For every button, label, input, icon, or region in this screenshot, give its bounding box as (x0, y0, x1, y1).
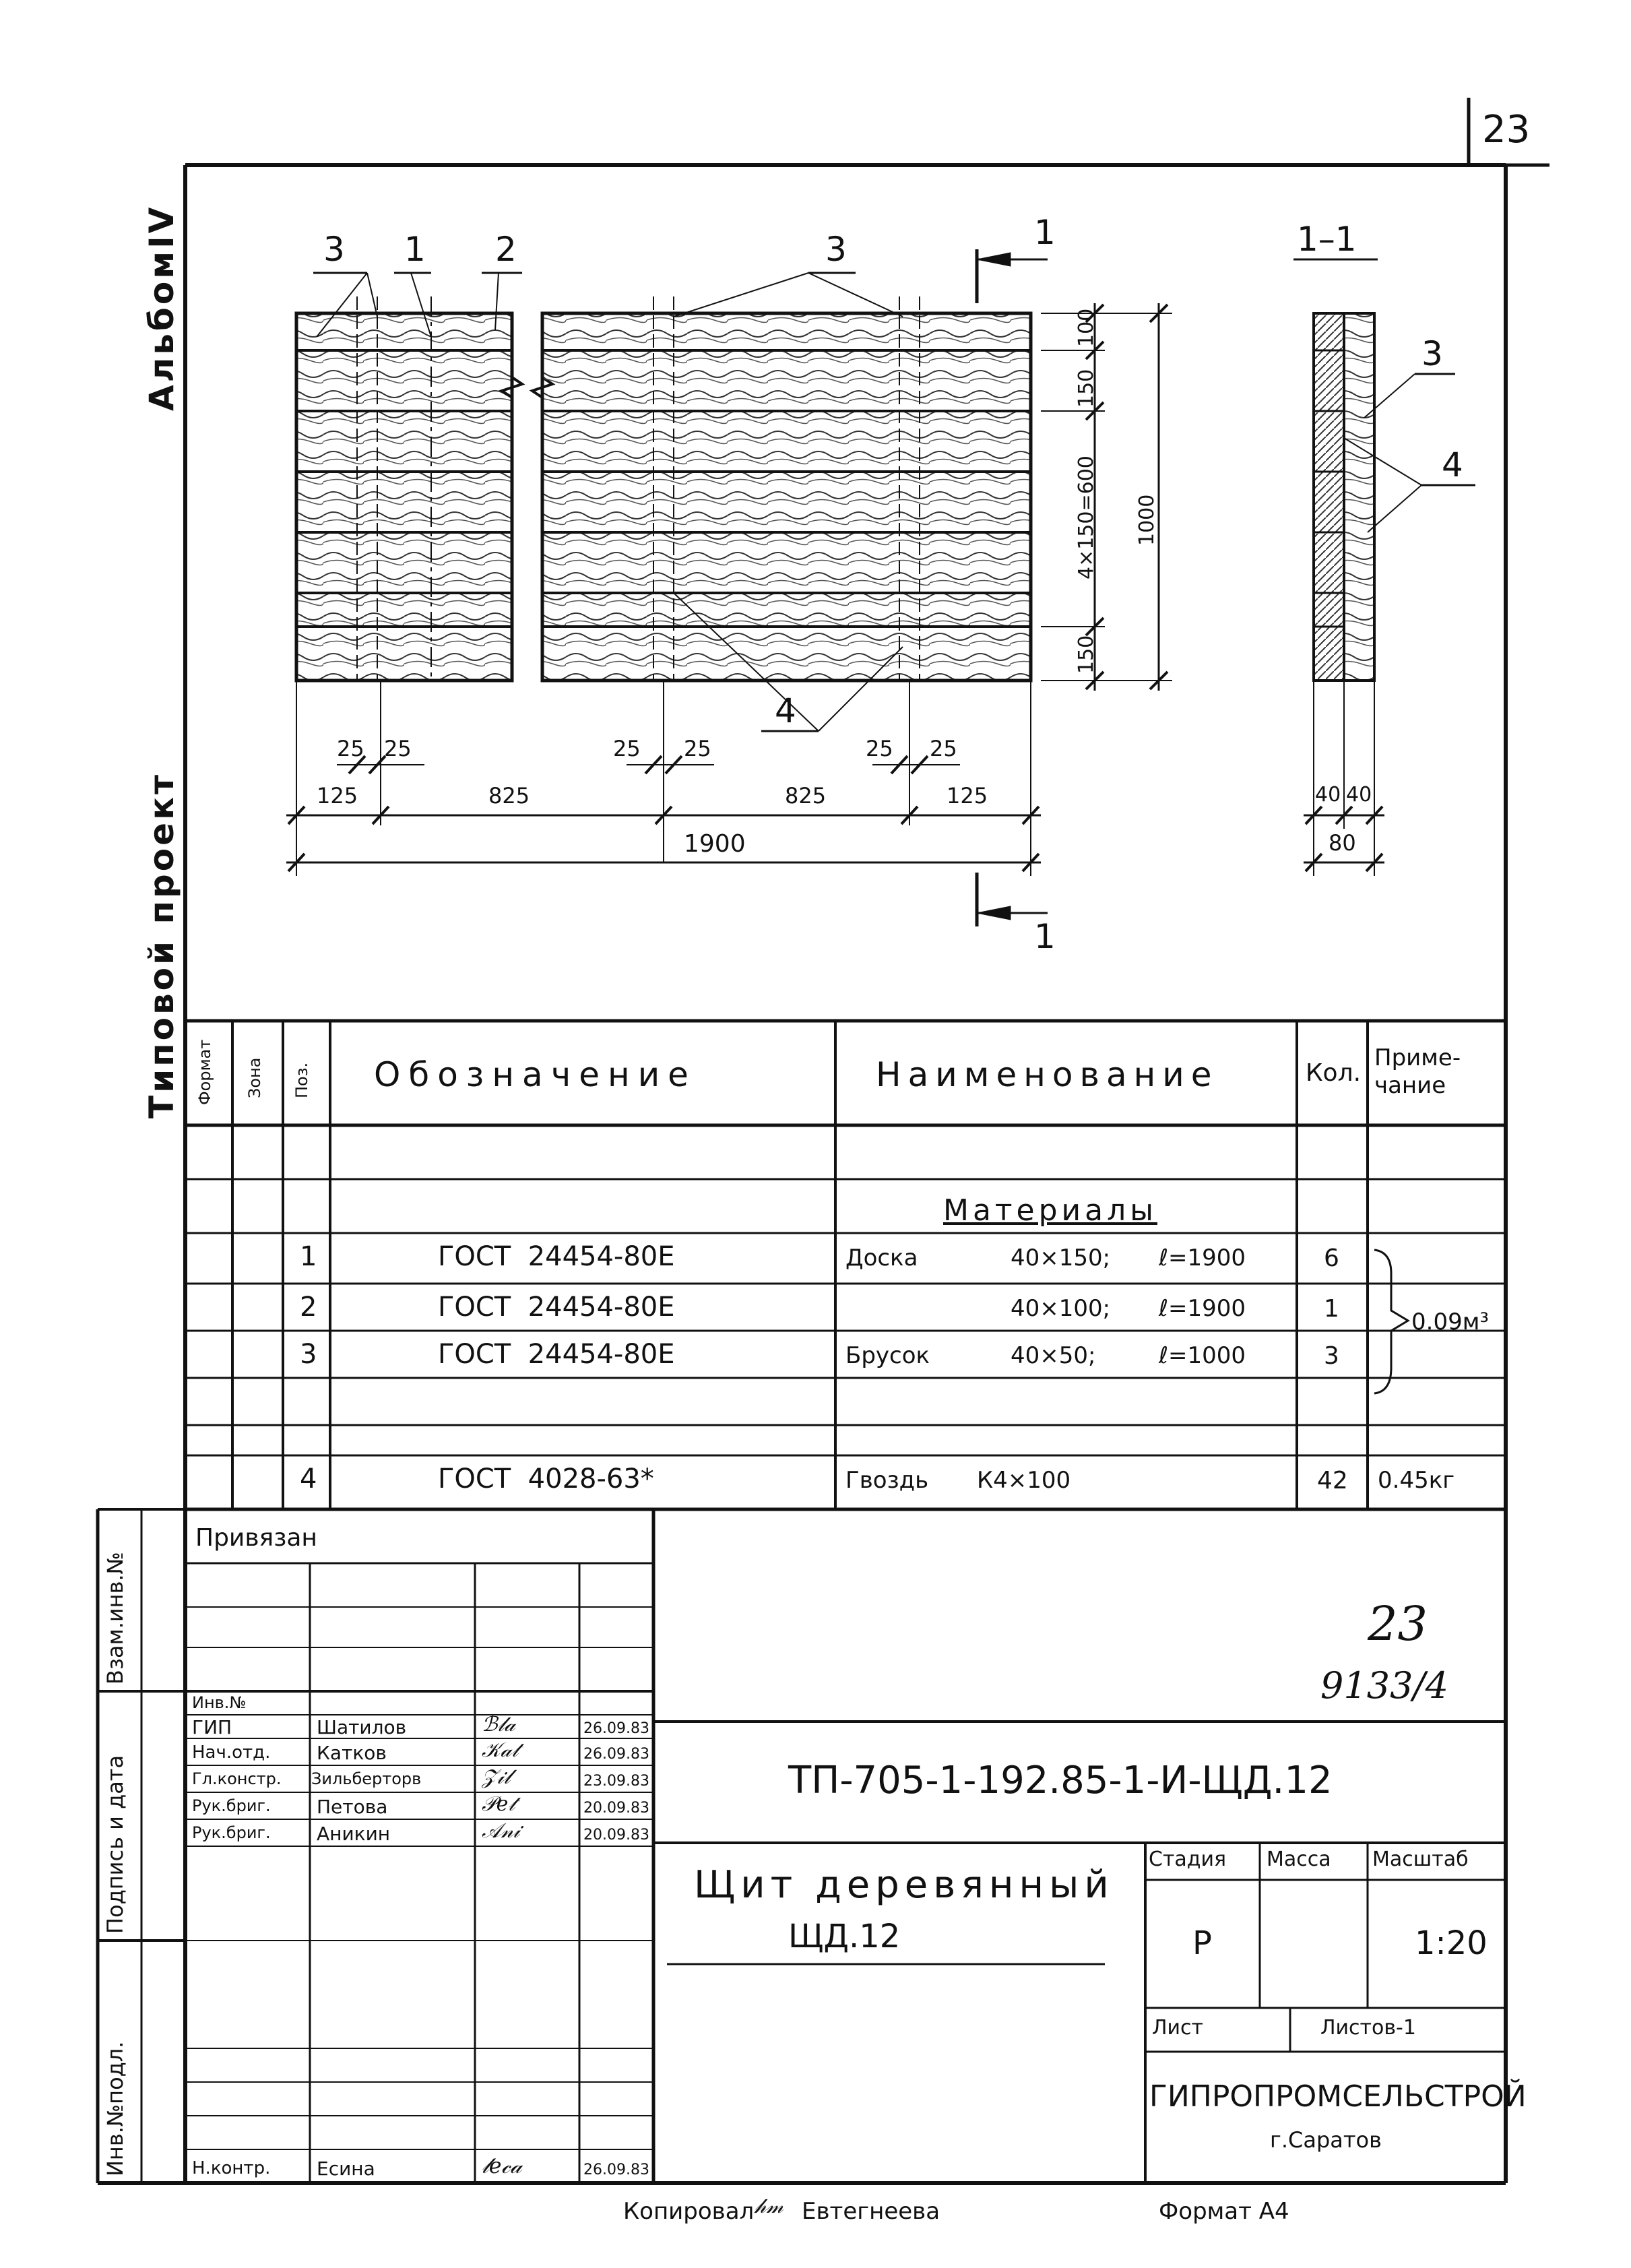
inv-no-label: Инв.№ (192, 1693, 247, 1712)
row-pos: 2 (300, 1292, 317, 1323)
scale-label: Масштаб (1372, 1848, 1469, 1871)
person-role: Нач.отд. (192, 1742, 271, 1763)
header-note: Приме-чание (1374, 1044, 1461, 1099)
mass-label: Масса (1267, 1848, 1331, 1871)
footer-copier: Евтегнеева (802, 2198, 940, 2225)
person-name: Петова (317, 1796, 388, 1818)
header-designation: Обозначение (374, 1055, 697, 1094)
dim-825-left: 825 (488, 783, 530, 809)
sheet-number: 23 (1482, 108, 1531, 152)
row-name-c: ℓ=1000 (1159, 1342, 1246, 1369)
scale-value: 1:20 (1415, 1924, 1488, 1962)
code-handwritten: 9133/4 (1320, 1664, 1448, 1707)
person-role: Гл.констр. (192, 1769, 282, 1788)
row-name-a: Брусок (845, 1342, 930, 1369)
dim-25-b: 25 (384, 736, 412, 761)
row-designation: ГОСТ 24454-80Е (438, 1241, 675, 1272)
person-date: 26.09.83 (583, 1720, 649, 1737)
dim-125-right: 125 (947, 783, 988, 809)
dim-1900: 1900 (684, 830, 746, 858)
dim-100: 100 (1075, 308, 1098, 347)
dim-825-right: 825 (785, 783, 827, 809)
section-mark-top: 1 (1034, 213, 1056, 252)
person-name: Аникин (317, 1823, 391, 1845)
signature: 𝒜𝓃𝒾 (482, 1819, 520, 1843)
doc-designation: ТП-705-1-192.85-1-И-ЩД.12 (788, 1759, 1333, 1802)
person-date: 26.09.83 (583, 1746, 649, 1763)
callout-1a: 1 (404, 230, 426, 269)
side-label-project: Типовой проект (142, 772, 181, 1119)
dim-25-e: 25 (866, 736, 893, 761)
dim-25-d: 25 (684, 736, 711, 761)
person-role: ГИП (192, 1716, 232, 1738)
row-designation: ГОСТ 24454-80Е (438, 1292, 675, 1323)
dim-1000: 1000 (1135, 494, 1159, 546)
footer-copier-signature: 𝒽𝓂 (755, 2195, 783, 2218)
row-name-b: 40×150; (1011, 1245, 1111, 1271)
row-qty: 42 (1317, 1467, 1348, 1494)
callout-3c: 3 (1421, 334, 1443, 373)
dim-25-f: 25 (930, 736, 957, 761)
dim-25-c: 25 (613, 736, 641, 761)
title-line2: ЩД.12 (788, 1918, 901, 1955)
person-name: Катков (317, 1742, 387, 1764)
person-date: 26.09.83 (583, 2162, 649, 2178)
header-pos: Поз. (292, 1062, 311, 1098)
stage-value: Р (1192, 1924, 1212, 1962)
row-name-a: Доска (845, 1245, 918, 1271)
row-name-c: ℓ=1900 (1159, 1295, 1246, 1322)
section-mark-bottom: 1 (1034, 917, 1056, 956)
signature: 𝒦𝒶𝓉 (482, 1738, 519, 1762)
callout-3b: 3 (825, 230, 847, 269)
callout-4b: 4 (1442, 445, 1463, 484)
callout-3a: 3 (323, 230, 345, 269)
person-date: 20.09.83 (583, 1800, 649, 1817)
person-name: Шатилов (317, 1716, 407, 1738)
signature: 𝒵𝒾𝓁 (482, 1765, 511, 1789)
callout-4a: 4 (775, 691, 796, 730)
row-name-b: 40×50; (1011, 1342, 1096, 1369)
side-label-sign-date: Подпись и дата (102, 1755, 128, 1934)
signature: ℬ𝓁𝒶 (482, 1713, 516, 1736)
row-name-a: Гвоздь (845, 1467, 929, 1494)
row-pos: 4 (300, 1463, 317, 1494)
person-date: 23.09.83 (583, 1773, 649, 1790)
signature: 𝒫𝑒𝓉 (482, 1792, 515, 1816)
side-label-vzam-inv: Взам.инв.№ (102, 1552, 128, 1684)
side-label-inv-podl: Инв.№подл. (102, 2041, 128, 2176)
title-line1: Щит деревянный (694, 1863, 1114, 1907)
dim-4x150: 4×150=600 (1075, 455, 1098, 579)
org-city: г.Саратов (1270, 2127, 1382, 2153)
row-qty: 6 (1324, 1245, 1339, 1272)
row-name-b: 40×100; (1011, 1295, 1111, 1322)
section-title: 1–1 (1297, 220, 1357, 259)
header-name: Наименование (876, 1055, 1219, 1094)
sheets-label: Листов-1 (1320, 2016, 1416, 2040)
row-note: 0.45кг (1378, 1467, 1455, 1494)
dim-150-bottom: 150 (1075, 635, 1098, 674)
sheet-label: Лист (1152, 2016, 1204, 2040)
footer-format: Формат А4 (1159, 2198, 1289, 2225)
dim-125-left: 125 (317, 783, 358, 809)
privyazan-label: Привязан (195, 1524, 317, 1552)
page-number-handwritten: 23 (1368, 1596, 1428, 1651)
signature: 𝓁𝑒𝒸𝒶 (482, 2153, 522, 2178)
dim-150-top: 150 (1075, 369, 1098, 408)
row-designation: ГОСТ 4028-63* (438, 1463, 654, 1494)
row-designation: ГОСТ 24454-80Е (438, 1339, 675, 1370)
dim-25-a: 25 (337, 736, 364, 761)
dim-40-a: 40 (1315, 783, 1341, 807)
person-role: Рук.бриг. (192, 1823, 271, 1842)
header-qty: Кол. (1306, 1059, 1362, 1087)
person-date: 20.09.83 (583, 1827, 649, 1844)
header-zone: Зона (245, 1057, 264, 1098)
person-role: Н.контр. (192, 2158, 271, 2178)
dim-80: 80 (1329, 830, 1356, 856)
dim-40-b: 40 (1346, 783, 1372, 807)
side-label-album: АльбомIV (142, 204, 181, 411)
row-name-c: ℓ=1900 (1159, 1245, 1246, 1271)
row-pos: 1 (300, 1241, 317, 1272)
header-format: Формат (195, 1039, 214, 1105)
person-role: Рук.бриг. (192, 1796, 271, 1815)
stage-label: Стадия (1149, 1848, 1227, 1871)
row-pos: 3 (300, 1339, 317, 1370)
footer-copied: Копировал (623, 2198, 755, 2225)
callout-2: 2 (495, 230, 517, 269)
row-qty: 1 (1324, 1295, 1339, 1323)
row-name-b: К4×100 (977, 1467, 1071, 1494)
row-qty: 3 (1324, 1342, 1339, 1370)
person-name: Есина (317, 2157, 375, 2180)
group-note: 0.09м³ (1411, 1309, 1489, 1335)
person-name: Зильберторв (311, 1769, 422, 1788)
section-materials: Материалы (943, 1193, 1157, 1228)
org-name: ГИПРОПРОМСЕЛЬСТРОЙ (1149, 2079, 1527, 2114)
